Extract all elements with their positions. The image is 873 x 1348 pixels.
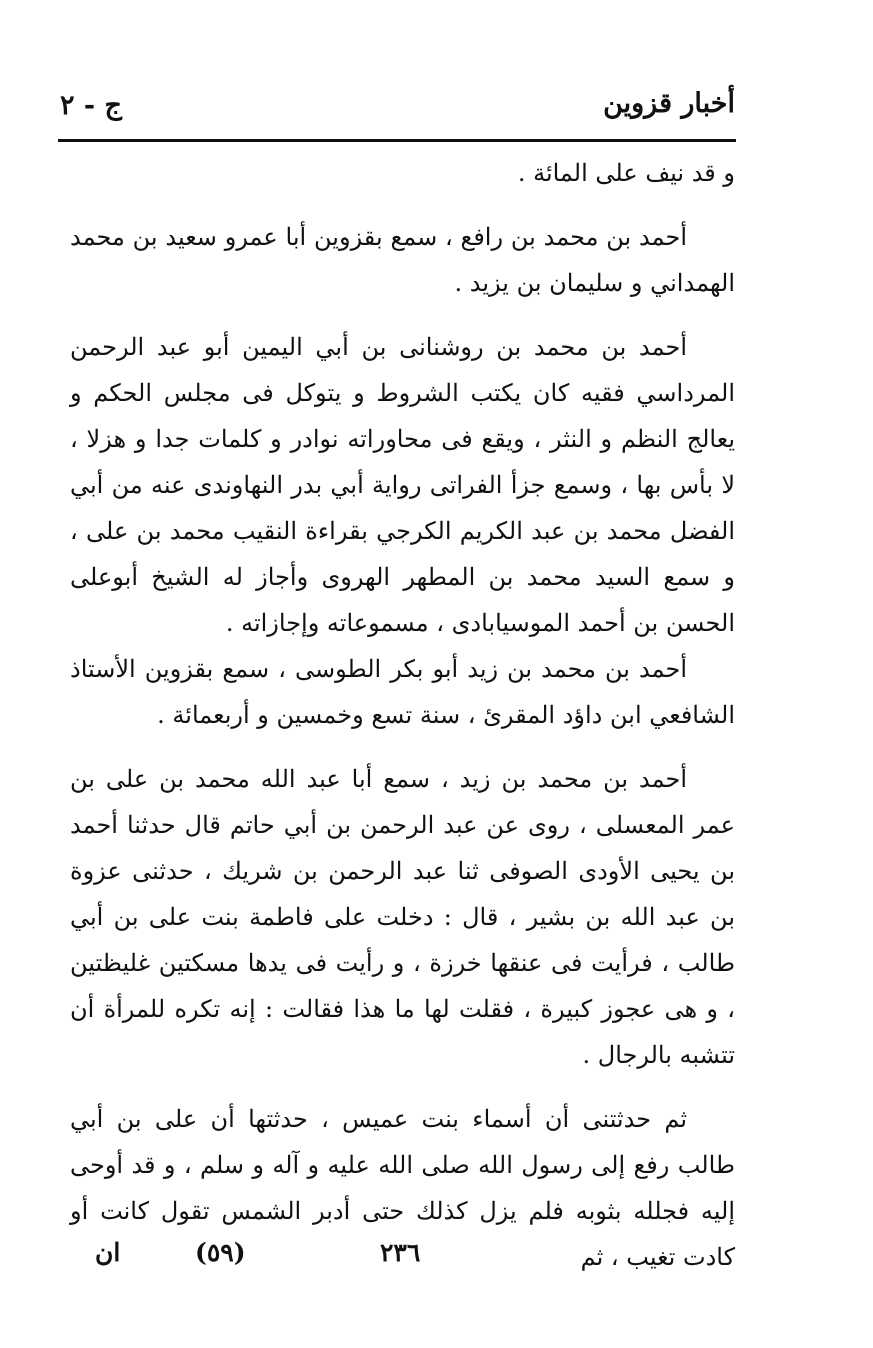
body-text: [70, 150, 735, 1280]
entry-paragraph: أحمد بن محمد بن زيد أبو بكر الطوسى ، سمع بقزوين الأستاذ الشافعي ابن داؤد المقرئ ، سنة تسع وخمسين و أربعمائة .: [70, 655, 735, 729]
signature-mark: (٥٩): [195, 1238, 246, 1267]
entry-paragraph: أحمد بن محمد بن روشنانى بن أبي اليمين أبو عبد الرحمن المرداسي فقيه كان يكتب الشروط و يتوكل فى مجلس الحكم و يعالج النظم و النثر ، ويقع فى محاوراته نوادر و كلمات جدا و هزلا ، لا بأس بها ، وسمع جزأ الفراتى رواية أبي بدر النهاوندى عنه من أبي الفضل محمد بن عبد الكريم الكرجي بقراءة النقيب محمد بن على ، و سمع السيد محمد بن المطهر الهروى وأجاز له الشيخ أبوعلى الحسن بن أحمد الموسيابادى ، مسموعاته وإجازاته .: [70, 333, 735, 637]
entry-paragraph: ثم حدثتنى أن أسماء بنت عميس ، حدثتها أن على بن أبي طالب رفع إلى رسول الله صلى الله عليه و آله و سلم ، و قد أوحى إليه فجلله بثوبه فلم يزل كذلك حتى أدبر الشمس تقول كانت أو كادت تغيب ، ثم: [70, 1105, 735, 1271]
running-title: أخبار قزوين: [603, 88, 735, 119]
page-footer: [80, 1238, 480, 1278]
entry-paragraph: أحمد بن محمد بن رافع ، سمع بقزوين أبا عمرو سعيد بن محمد الهمداني و سليمان بن يزيد .: [70, 223, 735, 297]
paragraph: و قد نيف على المائة .: [517, 159, 735, 187]
entry-paragraph: أحمد بن محمد بن زيد ، سمع أبا عبد الله محمد بن على بن عمر المعسلى ، روى عن عبد الرحمن بن أبي حاتم قال حدثنا أحمد بن يحيى الأودى الصوفى ثنا عبد الرحمن بن شريك ، حدثنى عزوة بن عبد الله بن بشير ، قال : دخلت على فاطمة بنت على بن أبي طالب ، فرأيت فى عنقها خرزة ، و رأيت فى يدها مسكتين غليظتين ، و هى عجوز كبيرة ، فقلت لها ما هذا فقالت : إنه تكره للمرأة أن تتشبه بالرجال .: [70, 765, 735, 1069]
page-header: [60, 88, 735, 138]
header-rule: [58, 139, 736, 142]
catchword: ان: [95, 1238, 121, 1267]
volume-label: ج - ٢: [60, 90, 122, 121]
page-number: ٢٣٦: [380, 1238, 421, 1267]
